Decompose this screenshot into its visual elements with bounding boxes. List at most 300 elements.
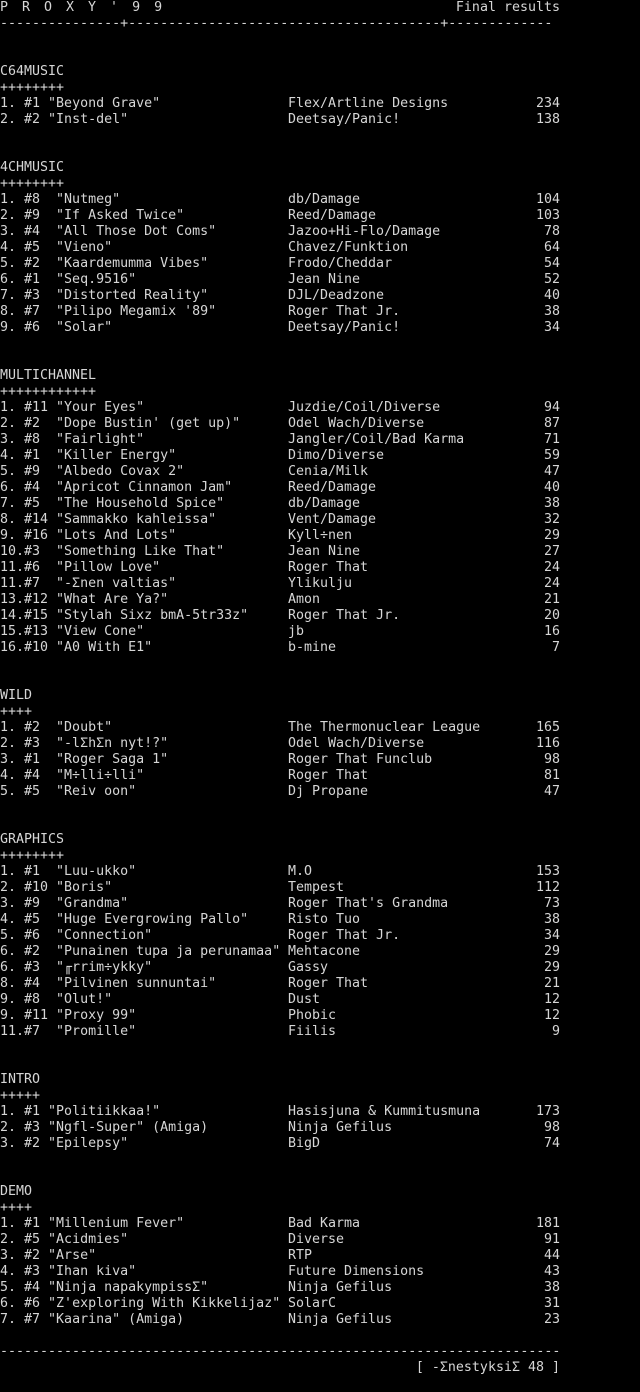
rank: 9. #11 (0, 1008, 57, 1023)
rank: 5. #9 (0, 464, 57, 479)
rank: 2. #3 (0, 736, 57, 751)
rank: 2. #9 (0, 208, 57, 223)
entry-score: 138 (535, 112, 560, 127)
rank: 1. #1 (0, 1104, 49, 1119)
rank: 1. #1 (0, 96, 49, 111)
rank: 7. #7 (0, 1312, 49, 1327)
entry-score: 91 (543, 1232, 560, 1247)
rank-and-entry (0, 512, 216, 528)
category-underline: ++++++++++++ (0, 384, 97, 399)
rank-and-entry (0, 544, 224, 560)
entry-title: "Politiikkaa!" (48, 1104, 161, 1119)
rank-and-entry (0, 464, 184, 480)
category-underline: ++++++++ (0, 848, 65, 863)
entry-title: "Nutmeg" (56, 192, 121, 207)
entry-author: Gassy (288, 960, 329, 975)
entry-title: "Boris" (56, 880, 113, 895)
entry-score: 104 (535, 192, 560, 207)
entry-author: Deetsay/Panic! (288, 112, 401, 127)
category-section (0, 832, 560, 1040)
entry-author: Roger That (288, 560, 369, 575)
rank-and-entry (0, 320, 112, 336)
rank: 5. #2 (0, 256, 57, 271)
entry-author: Fiilis (288, 1024, 337, 1039)
entry-title: "Apricot Cinnamon Jam" (56, 480, 233, 495)
entry-author: Hasisjuna & Kummitusmuna (288, 1104, 481, 1119)
rank: 15.#13 (0, 624, 57, 639)
entry-score: 153 (535, 864, 560, 879)
rank: 6. #3 (0, 960, 57, 975)
category-underline: ++++++++ (0, 80, 65, 95)
rank: 5. #4 (0, 1280, 49, 1295)
rank-and-entry (0, 880, 112, 896)
rank: 8. #14 (0, 512, 57, 527)
rank-and-entry (0, 304, 216, 320)
category-heading: GRAPHICS (0, 832, 65, 847)
result-row (0, 208, 560, 224)
rank: 4. #5 (0, 912, 57, 927)
entry-title: "The Household Spice" (56, 496, 225, 511)
rank-and-entry (0, 576, 176, 592)
rank: 5. #5 (0, 784, 57, 799)
entry-author: Ninja Gefilus (288, 1280, 393, 1295)
entry-author: DJL/Deadzone (288, 288, 385, 303)
entry-title: "Sammakko kahleissa" (56, 512, 217, 527)
rank-and-entry (0, 896, 128, 912)
result-row (0, 240, 560, 256)
result-row (0, 608, 560, 624)
entry-author: Chavez/Funktion (288, 240, 409, 255)
entry-score: 7 (551, 640, 560, 655)
footer (0, 1360, 560, 1376)
entry-author: Dust (288, 992, 321, 1007)
rank-and-entry (0, 944, 280, 960)
header (0, 0, 560, 16)
entry-author: Bad Karma (288, 1216, 361, 1231)
entry-title: "Ihan kiva" (48, 1264, 137, 1279)
entry-author: BigD (288, 1136, 321, 1151)
entry-author: Ninja Gefilus (288, 1120, 393, 1135)
result-row (0, 960, 560, 976)
entry-title: "Albedo Covax 2" (56, 464, 185, 479)
rank: 8. #4 (0, 976, 57, 991)
entry-author: Roger That (288, 976, 369, 991)
entry-score: 38 (543, 1280, 560, 1295)
entry-score: 12 (543, 992, 560, 1007)
rank-and-entry (0, 112, 128, 128)
result-row (0, 432, 560, 448)
rank: 2. #2 (0, 112, 49, 127)
entry-title: "Vieno" (56, 240, 113, 255)
entry-author: Roger That (288, 768, 369, 783)
entry-author: jb (288, 624, 305, 639)
entry-author: Amon (288, 592, 321, 607)
result-row (0, 592, 560, 608)
entry-score: 21 (543, 592, 560, 607)
entry-title: "Epilepsy" (48, 1136, 129, 1151)
entry-title: "Z'exploring With Kikkelijaz" (48, 1296, 281, 1311)
rank: 14.#15 (0, 608, 57, 623)
entry-title: "Inst-del" (48, 112, 129, 127)
entry-title: "Fairlight" (56, 432, 145, 447)
entry-score: 38 (543, 304, 560, 319)
entry-author: Future Dimensions (288, 1264, 425, 1279)
entry-score: 94 (543, 400, 560, 415)
rank-and-entry (0, 240, 112, 256)
result-row (0, 784, 560, 800)
entry-author: Ninja Gefilus (288, 1312, 393, 1327)
rank: 13.#12 (0, 592, 57, 607)
result-row (0, 1280, 560, 1296)
rank-and-entry (0, 960, 152, 976)
entry-score: 234 (535, 96, 560, 111)
rank-and-entry (0, 1216, 184, 1232)
category-heading: MULTICHANNEL (0, 368, 97, 383)
result-row (0, 304, 560, 320)
entry-title: "Kaardemumma Vibes" (56, 256, 209, 271)
rank: 3. #8 (0, 432, 57, 447)
rank: 9. #16 (0, 528, 57, 543)
rank: 3. #2 (0, 1136, 49, 1151)
entry-score: 54 (543, 256, 560, 271)
results-subtitle: Final results (455, 0, 560, 15)
rank-and-entry (0, 768, 144, 784)
result-row (0, 320, 560, 336)
entry-title: "Your Eyes" (56, 400, 145, 415)
entry-score: 16 (543, 624, 560, 639)
result-row (0, 496, 560, 512)
entry-score: 98 (543, 1120, 560, 1135)
rank-and-entry (0, 928, 152, 944)
rank-and-entry (0, 1136, 128, 1152)
result-row (0, 1024, 560, 1040)
categories-container (0, 32, 560, 1328)
rank: 2. #5 (0, 1232, 49, 1247)
result-row (0, 640, 560, 656)
entry-author: Flex/Artline Designs (288, 96, 449, 111)
entry-title: "Something Like That" (56, 544, 225, 559)
result-row (0, 512, 560, 528)
entry-score: 29 (543, 528, 560, 543)
entry-title: "Luu-ukko" (56, 864, 137, 879)
entry-author: The Thermonuclear League (288, 720, 481, 735)
entry-author: Kyll÷nen (288, 528, 353, 543)
rank-and-entry (0, 1232, 128, 1248)
party-title: P R O X Y ' 9 9 (0, 0, 166, 15)
entry-author: b-mine (288, 640, 337, 655)
entry-title: "Ngfl-Super" (Amiga) (48, 1120, 209, 1135)
category-heading: INTRO (0, 1072, 41, 1087)
result-row (0, 864, 560, 880)
entry-score: 64 (543, 240, 560, 255)
entry-score: 27 (543, 544, 560, 559)
rank: 6. #4 (0, 480, 57, 495)
entry-title: "Lots And Lots" (56, 528, 177, 543)
entry-author: Phobic (288, 1008, 337, 1023)
entry-author: db/Damage (288, 192, 361, 207)
entry-author: Dimo/Diverse (288, 448, 385, 463)
entry-score: 47 (543, 784, 560, 799)
rank: 1. #1 (0, 864, 57, 879)
entry-title: "Roger Saga 1" (56, 752, 169, 767)
entry-score: 29 (543, 944, 560, 959)
entry-title: "Beyond Grave" (48, 96, 161, 111)
entry-author: M.O (288, 864, 313, 879)
rank: 7. #5 (0, 496, 57, 511)
result-row (0, 1120, 560, 1136)
result-row (0, 928, 560, 944)
rank-and-entry (0, 624, 144, 640)
entry-author: Odel Wach/Diverse (288, 736, 425, 751)
entry-title: "Pilvinen sunnuntai" (56, 976, 217, 991)
result-row (0, 1008, 560, 1024)
rank: 11.#7 (0, 1024, 57, 1039)
rank-and-entry (0, 416, 240, 432)
rank-and-entry (0, 256, 208, 272)
rank: 6. #1 (0, 272, 57, 287)
rank-and-entry (0, 400, 144, 416)
rank-and-entry (0, 448, 176, 464)
result-row (0, 560, 560, 576)
rank: 7. #3 (0, 288, 57, 303)
entry-author: Mehtacone (288, 944, 361, 959)
result-row (0, 576, 560, 592)
category-section (0, 1184, 560, 1328)
result-row (0, 768, 560, 784)
result-row (0, 416, 560, 432)
entry-score: 38 (543, 912, 560, 927)
rank: 3. #2 (0, 1248, 49, 1263)
entry-title: "Pillow Love" (56, 560, 161, 575)
rank-and-entry (0, 912, 248, 928)
rank: 3. #9 (0, 896, 57, 911)
rank-and-entry (0, 864, 136, 880)
category-section (0, 64, 560, 128)
entry-title: "Solar" (56, 320, 113, 335)
rank-and-entry (0, 272, 136, 288)
entry-author: Reed/Damage (288, 480, 377, 495)
result-row (0, 480, 560, 496)
rank-and-entry (0, 976, 216, 992)
category-section (0, 368, 560, 656)
footer-separator: ---------------------------------------------------------------------- (0, 1344, 560, 1359)
entry-author: Roger That's Grandma (288, 896, 449, 911)
entry-title: "What Are Ya?" (56, 592, 169, 607)
rank-and-entry (0, 640, 152, 656)
rank: 2. #10 (0, 880, 57, 895)
entry-score: 31 (543, 1296, 560, 1311)
rank-and-entry (0, 192, 120, 208)
rank-and-entry (0, 1120, 208, 1136)
result-row (0, 96, 560, 112)
entry-score: 98 (543, 752, 560, 767)
rank: 1. #8 (0, 192, 57, 207)
rank-and-entry (0, 496, 224, 512)
rank-and-entry (0, 736, 168, 752)
category-underline: +++++ (0, 1088, 41, 1103)
rank-and-entry (0, 1248, 96, 1264)
rank-and-entry (0, 560, 160, 576)
entry-score: 73 (543, 896, 560, 911)
rank: 1. #1 (0, 1216, 49, 1231)
rank-and-entry (0, 288, 208, 304)
result-row (0, 400, 560, 416)
entry-score: 173 (535, 1104, 560, 1119)
rank: 11.#7 (0, 576, 57, 591)
entry-author: Juzdie/Coil/Diverse (288, 400, 441, 415)
entry-title: "Ninja napakympissΣ" (48, 1280, 209, 1295)
rank: 4. #5 (0, 240, 57, 255)
entry-score: 24 (543, 576, 560, 591)
entry-author: Jean Nine (288, 544, 361, 559)
category-heading: C64MUSIC (0, 64, 65, 79)
category-heading: 4CHMUSIC (0, 160, 65, 175)
entry-score: 87 (543, 416, 560, 431)
result-row (0, 256, 560, 272)
result-row (0, 1232, 560, 1248)
category-section (0, 1072, 560, 1152)
rank: 3. #4 (0, 224, 57, 239)
rank: 10.#3 (0, 544, 57, 559)
entry-author: SolarC (288, 1296, 337, 1311)
result-row (0, 896, 560, 912)
rank-and-entry (0, 608, 248, 624)
rank-and-entry (0, 720, 112, 736)
rank-and-entry (0, 1104, 160, 1120)
result-row (0, 272, 560, 288)
entry-title: "M÷lli÷lli" (56, 768, 145, 783)
result-row (0, 976, 560, 992)
rank-and-entry (0, 224, 216, 240)
category-heading: DEMO (0, 1184, 33, 1199)
entry-title: "Dope Bustin' (get up)" (56, 416, 241, 431)
category-heading: WILD (0, 688, 33, 703)
header-separator: ---------------+---------------------------------------+------------- (0, 16, 553, 31)
entry-title: "Connection" (56, 928, 153, 943)
entry-score: 71 (543, 432, 560, 447)
rank: 4. #1 (0, 448, 57, 463)
entry-author: Frodo/Cheddar (288, 256, 393, 271)
entry-score: 9 (551, 1024, 560, 1039)
entry-score: 103 (535, 208, 560, 223)
rank: 2. #3 (0, 1120, 49, 1135)
entry-title: "Proxy 99" (56, 1008, 137, 1023)
voters-count: [ -ΣnestyksiΣ 48 ] (415, 1360, 560, 1375)
entry-author: Tempest (288, 880, 345, 895)
result-row (0, 192, 560, 208)
rank: 9. #6 (0, 320, 57, 335)
rank: 16.#10 (0, 640, 57, 655)
rank-and-entry (0, 752, 168, 768)
result-row (0, 992, 560, 1008)
entry-score: 74 (543, 1136, 560, 1151)
entry-score: 112 (535, 880, 560, 895)
entry-title: "Arse" (48, 1248, 97, 1263)
entry-author: Odel Wach/Diverse (288, 416, 425, 431)
entry-score: 43 (543, 1264, 560, 1279)
rank-and-entry (0, 480, 232, 496)
entry-author: Deetsay/Panic! (288, 320, 401, 335)
rank-and-entry (0, 1280, 208, 1296)
entry-score: 20 (543, 608, 560, 623)
result-row (0, 544, 560, 560)
result-row (0, 464, 560, 480)
entry-score: 40 (543, 288, 560, 303)
entry-score: 59 (543, 448, 560, 463)
entry-score: 44 (543, 1248, 560, 1263)
rank-and-entry (0, 992, 112, 1008)
entry-score: 34 (543, 320, 560, 335)
entry-title: "View Cone" (56, 624, 145, 639)
entry-title: "Acidmies" (48, 1232, 129, 1247)
entry-author: Jazoo+Hi-Flo/Damage (288, 224, 441, 239)
entry-title: "Kaarina" (Amiga) (48, 1312, 185, 1327)
result-row (0, 1248, 560, 1264)
entry-score: 40 (543, 480, 560, 495)
rank-and-entry (0, 528, 176, 544)
entry-title: "Promille" (56, 1024, 137, 1039)
result-row (0, 912, 560, 928)
rank: 5. #6 (0, 928, 57, 943)
entry-score: 47 (543, 464, 560, 479)
result-row (0, 448, 560, 464)
rank-and-entry (0, 96, 160, 112)
entry-score: 81 (543, 768, 560, 783)
category-underline: ++++ (0, 1200, 33, 1215)
rank: 3. #1 (0, 752, 57, 767)
entry-score: 29 (543, 960, 560, 975)
rank: 11.#6 (0, 560, 57, 575)
rank: 6. #6 (0, 1296, 49, 1311)
entry-title: "All Those Dot Coms" (56, 224, 217, 239)
result-row (0, 1312, 560, 1328)
category-underline: ++++++++ (0, 176, 65, 191)
entry-title: "Doubt" (56, 720, 113, 735)
entry-score: 12 (543, 1008, 560, 1023)
rank: 6. #2 (0, 944, 57, 959)
entry-author: Jean Nine (288, 272, 361, 287)
entry-author: Jangler/Coil/Bad Karma (288, 432, 465, 447)
entry-title: "If Asked Twice" (56, 208, 185, 223)
rank: 4. #4 (0, 768, 57, 783)
entry-score: 181 (535, 1216, 560, 1231)
entry-title: "╓rrim÷ykky" (56, 960, 153, 975)
entry-title: "-Σnen valtias" (56, 576, 177, 591)
rank: 1. #11 (0, 400, 57, 415)
entry-title: "Olut!" (56, 992, 113, 1007)
entry-title: "Punainen tupa ja perunamaa" (56, 944, 281, 959)
entry-author: Dj Propane (288, 784, 369, 799)
result-row (0, 528, 560, 544)
entry-title: "-lΣhΣn nyt!?" (56, 736, 169, 751)
result-row (0, 288, 560, 304)
entry-title: "Seq.9516" (56, 272, 137, 287)
entry-score: 116 (535, 736, 560, 751)
entry-author: Roger That Jr. (288, 304, 401, 319)
result-row (0, 224, 560, 240)
category-underline: ++++ (0, 704, 33, 719)
result-row (0, 1264, 560, 1280)
rank-and-entry (0, 1024, 136, 1040)
result-row (0, 1296, 560, 1312)
rank-and-entry (0, 432, 144, 448)
rank: 9. #8 (0, 992, 57, 1007)
rank: 2. #2 (0, 416, 57, 431)
rank-and-entry (0, 592, 168, 608)
entry-author: Diverse (288, 1232, 345, 1247)
entry-title: "Grandma" (56, 896, 129, 911)
entry-author: Roger That Jr. (288, 928, 401, 943)
